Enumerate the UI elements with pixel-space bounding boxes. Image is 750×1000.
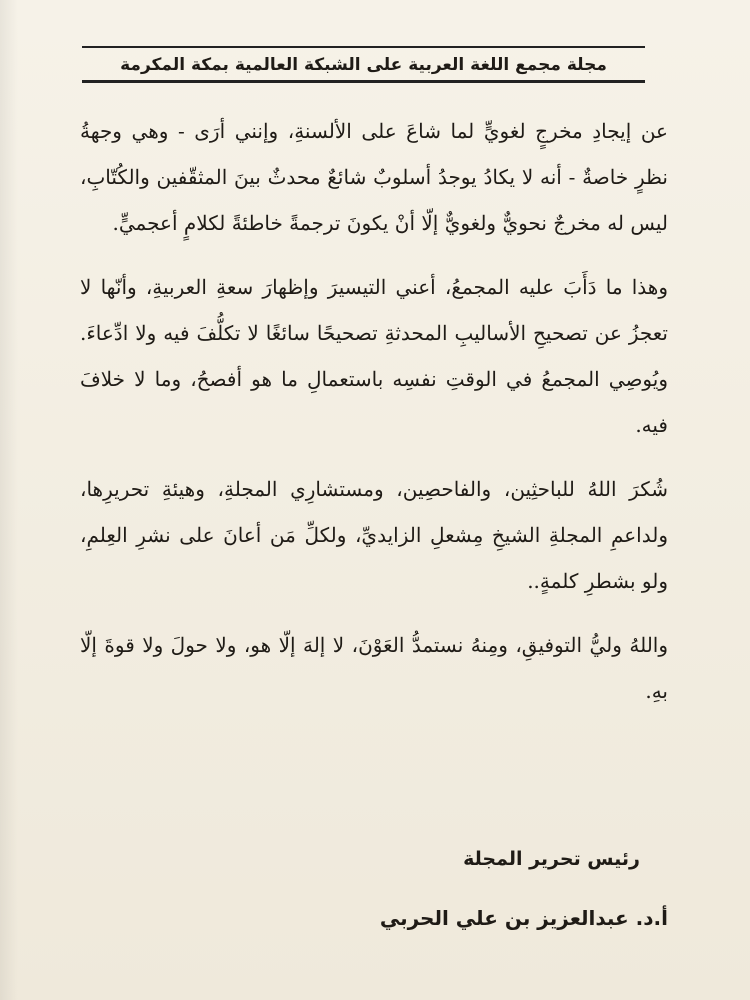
paragraph-2: وهذا ما دَأَبَ عليه المجمعُ، أعني التيسيرَ وإظهارَ سعةِ العربيةِ، وأنّها لا تعجزُ عن تصحيحِ الأساليبِ المحدثةِ تصحيحًا سائغًا لا تكلُّفَ فيه ولا ادِّعاءَ. ويُوصِي المجمعُ في الوقتِ نفسِه باستعمالِ ما هو أفصحُ، وما لا خلافَ فيه. [80,275,668,437]
page-edge-shadow [0,0,18,1000]
paragraph-4: واللهُ وليُّ التوفيقِ، ومِنهُ نستمدُّ العَوْنَ، لا إلهَ إلّا هو، ولا حولَ ولا قوةَ إلّا بهِ. [80,633,668,703]
signature-name: أ.د. عبدالعزيز بن علي الحربي [379,906,668,930]
paragraph-3: شُكرَ اللهُ للباحثِين، والفاحصِين، ومستشارِي المجلةِ، وهيئةِ تحريرِها، ولداعمِ المجلةِ الشيخِ مِشعلِ الزايديِّ، ولكلِّ مَن أعانَ على نشرِ العِلمِ، ولو بشطرِ كلمةٍ.. [80,477,668,593]
running-header [82,46,645,83]
body-text [80,108,668,714]
paragraph-1: عن إيجادِ مخرجٍ لغويٍّ لما شاعَ على الألسنةِ، وإنني أرَى - وهي وجهةُ نظرٍ خاصةٌ - أنه لا يكادُ يوجدُ أسلوبٌ شائعٌ محدثٌ بينَ المثقّفين والكُتّابِ، ليس له مخرجٌ نحويٌّ ولغويٌّ إلّا أنْ يكونَ ترجمةً خاطئةً لكلامٍ أعجميٍّ. [80,119,668,235]
header-rule-bottom [82,80,645,83]
signature-title: رئيس تحرير المجلة [463,848,640,870]
journal-title: مجلة مجمع اللغة العربية على الشبكة العالمية بمكة المكرمة [120,55,607,75]
